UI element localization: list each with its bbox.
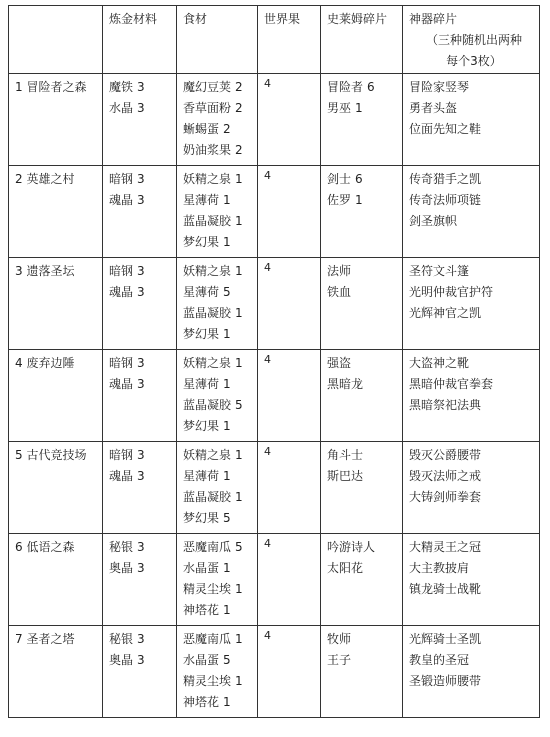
food-item-count: 2 [223, 122, 231, 136]
food-item [183, 169, 257, 190]
food-cell [177, 166, 258, 258]
header-world-fruit: 世界果 [258, 6, 321, 74]
alchemy-item [109, 353, 176, 374]
alchemy-item-count: 3 [137, 448, 145, 462]
world-fruit-cell: 4 [258, 626, 321, 718]
food-item-count: 1 [235, 632, 243, 646]
food-item-name: 精灵尘埃 [183, 582, 232, 596]
food-item-name: 精灵尘埃 [183, 674, 232, 688]
alchemy-item [109, 98, 176, 119]
region-cell: 1 冒险者之森 [9, 74, 103, 166]
header-slime: 史莱姆碎片 [321, 6, 403, 74]
alchemy-item-name: 暗钢 [109, 356, 134, 370]
food-item-name: 星薄荷 [183, 469, 220, 483]
artifact-item: 勇者头盔 [409, 101, 458, 115]
food-item-name: 蓝晶凝胶 [183, 398, 232, 412]
artifact-cell [403, 74, 540, 166]
artifact-item: 圣符文斗篷 [409, 264, 470, 278]
food-item [183, 353, 257, 374]
table-row [9, 350, 540, 442]
food-item [183, 466, 257, 487]
world-fruit-cell: 4 [258, 350, 321, 442]
material-table-body [9, 6, 540, 718]
food-item-count: 1 [235, 264, 243, 278]
slime-item-name: 强盗 [327, 356, 352, 370]
food-item-count: 1 [223, 561, 231, 575]
food-item [183, 445, 257, 466]
food-item-count: 1 [235, 306, 243, 320]
alchemy-item-name: 魂晶 [109, 377, 134, 391]
alchemy-item [109, 537, 176, 558]
food-cell [177, 442, 258, 534]
alchemy-cell [103, 74, 177, 166]
alchemy-cell [103, 442, 177, 534]
alchemy-item-count: 3 [137, 80, 145, 94]
food-item-count: 5 [235, 398, 243, 412]
food-item-name: 水晶蛋 [183, 653, 220, 667]
food-item-count: 1 [235, 214, 243, 228]
alchemy-item-name: 暗钢 [109, 448, 134, 462]
artifact-item: 光辉神官之凯 [409, 306, 482, 320]
alchemy-item-name: 水晶 [109, 101, 134, 115]
artifact-cell [403, 258, 540, 350]
food-item-name: 妖精之泉 [183, 356, 232, 370]
food-item-count: 1 [223, 193, 231, 207]
food-item [183, 98, 257, 119]
slime-item-name: 铁血 [327, 285, 352, 299]
artifact-item: 大盗神之靴 [409, 356, 470, 370]
alchemy-item-count: 3 [137, 653, 145, 667]
alchemy-item-name: 暗钢 [109, 264, 134, 278]
food-item-count: 1 [223, 235, 231, 249]
food-item-name: 梦幻果 [183, 235, 220, 249]
alchemy-cell [103, 534, 177, 626]
artifact-item: 大精灵王之冠 [409, 540, 482, 554]
food-item-name: 神塔花 [183, 695, 220, 709]
world-fruit-cell: 4 [258, 442, 321, 534]
food-item-count: 1 [223, 327, 231, 341]
artifact-item: 大铸剑师拳套 [409, 490, 482, 504]
alchemy-item-count: 3 [137, 469, 145, 483]
food-item-name: 妖精之泉 [183, 264, 232, 278]
food-item-count: 5 [223, 511, 231, 525]
alchemy-item [109, 466, 176, 487]
slime-item [327, 558, 402, 579]
slime-item-count: 6 [355, 172, 363, 186]
food-item-name: 星薄荷 [183, 193, 220, 207]
food-cell [177, 626, 258, 718]
artifact-cell [403, 350, 540, 442]
slime-cell [321, 350, 403, 442]
region-cell: 4 废弃边陲 [9, 350, 103, 442]
food-cell [177, 74, 258, 166]
slime-item-name: 太阳花 [327, 561, 364, 575]
header-row [9, 6, 540, 74]
alchemy-item-count: 3 [137, 377, 145, 391]
slime-item-name: 男巫 [327, 101, 352, 115]
alchemy-item-count: 3 [137, 264, 145, 278]
food-item [183, 261, 257, 282]
slime-cell [321, 74, 403, 166]
slime-item [327, 353, 402, 374]
region-cell: 6 低语之森 [9, 534, 103, 626]
alchemy-item-name: 奥晶 [109, 561, 134, 575]
artifact-item: 黑暗仲裁官拳套 [409, 377, 494, 391]
world-fruit-cell: 4 [258, 74, 321, 166]
artifact-item: 圣锻造师腰带 [409, 674, 482, 688]
food-item-name: 蓝晶凝胶 [183, 306, 232, 320]
material-table [8, 5, 540, 718]
food-item [183, 374, 257, 395]
alchemy-item-count: 3 [137, 561, 145, 575]
alchemy-item [109, 445, 176, 466]
slime-item [327, 190, 402, 211]
artifact-item: 光辉骑士圣凯 [409, 632, 482, 646]
artifact-item: 毁灭法师之戒 [409, 469, 482, 483]
slime-item-count: 1 [355, 193, 363, 207]
slime-cell [321, 442, 403, 534]
alchemy-item-count: 3 [137, 172, 145, 186]
slime-item-name: 冒险者 [327, 80, 364, 94]
slime-item [327, 650, 402, 671]
alchemy-item [109, 650, 176, 671]
alchemy-item-count: 3 [137, 101, 145, 115]
food-item-count: 1 [223, 419, 231, 433]
slime-item-name: 吟游诗人 [327, 540, 376, 554]
slime-item [327, 374, 402, 395]
alchemy-item-count: 3 [137, 193, 145, 207]
food-item [183, 282, 257, 303]
artifact-cell [403, 534, 540, 626]
food-cell [177, 350, 258, 442]
alchemy-item-count: 3 [137, 356, 145, 370]
header-food: 食材 [177, 6, 258, 74]
alchemy-item-name: 秘银 [109, 540, 134, 554]
alchemy-item-name: 魔铁 [109, 80, 134, 94]
alchemy-item-name: 奥晶 [109, 653, 134, 667]
food-item-count: 2 [235, 80, 243, 94]
food-item-name: 蓝晶凝胶 [183, 214, 232, 228]
artifact-item: 教皇的圣冠 [409, 653, 470, 667]
food-item [183, 416, 257, 437]
alchemy-item-name: 魂晶 [109, 193, 134, 207]
food-item-name: 星薄荷 [183, 285, 220, 299]
food-item-count: 1 [235, 172, 243, 186]
table-row [9, 534, 540, 626]
food-item-count: 1 [223, 377, 231, 391]
alchemy-cell [103, 258, 177, 350]
alchemy-cell [103, 166, 177, 258]
slime-item-name: 角斗士 [327, 448, 364, 462]
slime-item-name: 佐罗 [327, 193, 352, 207]
alchemy-item [109, 261, 176, 282]
food-item-count: 1 [235, 356, 243, 370]
artifact-item: 毁灭公爵腰带 [409, 448, 482, 462]
food-item-count: 1 [235, 674, 243, 688]
artifact-item: 冒险家竖琴 [409, 80, 470, 94]
slime-item [327, 466, 402, 487]
food-item [183, 395, 257, 416]
artifact-cell [403, 166, 540, 258]
slime-item-count: 1 [355, 101, 363, 115]
food-item-count: 1 [223, 603, 231, 617]
alchemy-item-name: 暗钢 [109, 172, 134, 186]
alchemy-item-count: 3 [137, 540, 145, 554]
artifact-item: 镇龙骑士战靴 [409, 582, 482, 596]
table-row [9, 74, 540, 166]
slime-item [327, 261, 402, 282]
food-item [183, 579, 257, 600]
artifact-item: 位面先知之鞋 [409, 122, 482, 136]
slime-cell [321, 258, 403, 350]
table-row [9, 442, 540, 534]
artifact-item: 传奇猎手之凯 [409, 172, 482, 186]
artifact-item: 传奇法师项链 [409, 193, 482, 207]
alchemy-item-count: 3 [137, 285, 145, 299]
alchemy-item-count: 3 [137, 632, 145, 646]
alchemy-item [109, 374, 176, 395]
food-item [183, 211, 257, 232]
food-item [183, 190, 257, 211]
food-item-count: 5 [223, 653, 231, 667]
table-row [9, 626, 540, 718]
header-artifact-title: 神器碎片 [409, 12, 458, 26]
alchemy-item-name: 魂晶 [109, 469, 134, 483]
slime-item [327, 537, 402, 558]
food-item-name: 梦幻果 [183, 327, 220, 341]
food-item [183, 508, 257, 529]
food-item-count: 2 [235, 143, 243, 157]
food-item-name: 梦幻果 [183, 511, 220, 525]
food-item-name: 神塔花 [183, 603, 220, 617]
slime-item-name: 剑士 [327, 172, 352, 186]
region-cell: 7 圣者之塔 [9, 626, 103, 718]
table-row [9, 166, 540, 258]
alchemy-item [109, 558, 176, 579]
food-item [183, 671, 257, 692]
food-item [183, 119, 257, 140]
region-cell: 2 英雄之村 [9, 166, 103, 258]
alchemy-cell [103, 626, 177, 718]
food-item [183, 537, 257, 558]
artifact-item: 光明仲裁官护符 [409, 285, 494, 299]
slime-item-name: 王子 [327, 653, 352, 667]
header-alchemy: 炼金材料 [103, 6, 177, 74]
world-fruit-cell: 4 [258, 534, 321, 626]
alchemy-cell [103, 350, 177, 442]
food-item [183, 77, 257, 98]
alchemy-item-name: 魂晶 [109, 285, 134, 299]
slime-item [327, 629, 402, 650]
header-artifact-note-2: 每个3枚） [446, 54, 502, 68]
slime-item [327, 98, 402, 119]
header-artifact-note-1: （三种随机出两种 [425, 33, 522, 47]
artifact-item: 剑圣旗帜 [409, 214, 458, 228]
alchemy-item-name: 秘银 [109, 632, 134, 646]
food-item [183, 140, 257, 161]
slime-item-count: 6 [367, 80, 375, 94]
food-item-name: 魔幻豆荚 [183, 80, 232, 94]
slime-item [327, 77, 402, 98]
food-cell [177, 534, 258, 626]
food-item-count: 1 [235, 448, 243, 462]
slime-item [327, 445, 402, 466]
food-item-count: 5 [223, 285, 231, 299]
slime-item-name: 法师 [327, 264, 352, 278]
world-fruit-cell: 4 [258, 258, 321, 350]
food-item-count: 1 [223, 469, 231, 483]
food-item [183, 487, 257, 508]
slime-item-name: 牧师 [327, 632, 352, 646]
artifact-item: 大主教披肩 [409, 561, 470, 575]
food-item-name: 蓝晶凝胶 [183, 490, 232, 504]
food-item-count: 1 [235, 490, 243, 504]
food-item-name: 水晶蛋 [183, 561, 220, 575]
slime-item [327, 282, 402, 303]
slime-item [327, 169, 402, 190]
slime-cell [321, 534, 403, 626]
food-item-count: 5 [235, 540, 243, 554]
alchemy-item [109, 169, 176, 190]
food-item-name: 恶魔南瓜 [183, 632, 232, 646]
food-item-count: 2 [235, 101, 243, 115]
food-item-name: 蜥蜴蛋 [183, 122, 220, 136]
slime-item-name: 斯巴达 [327, 469, 364, 483]
world-fruit-cell: 4 [258, 166, 321, 258]
food-item-name: 奶油浆果 [183, 143, 232, 157]
food-item [183, 650, 257, 671]
food-item [183, 324, 257, 345]
food-item [183, 600, 257, 621]
artifact-cell [403, 626, 540, 718]
food-item-name: 恶魔南瓜 [183, 540, 232, 554]
food-item-count: 1 [235, 582, 243, 596]
food-item [183, 303, 257, 324]
food-item-name: 梦幻果 [183, 419, 220, 433]
food-cell [177, 258, 258, 350]
slime-item-name: 黑暗龙 [327, 377, 364, 391]
food-item [183, 629, 257, 650]
header-region [9, 6, 103, 74]
header-artifact [403, 6, 540, 74]
food-item-name: 香草面粉 [183, 101, 232, 115]
food-item-name: 妖精之泉 [183, 172, 232, 186]
region-cell: 5 古代竞技场 [9, 442, 103, 534]
table-row [9, 258, 540, 350]
artifact-item: 黑暗祭祀法典 [409, 398, 482, 412]
slime-cell [321, 166, 403, 258]
region-cell: 3 遗落圣坛 [9, 258, 103, 350]
food-item [183, 558, 257, 579]
food-item [183, 232, 257, 253]
food-item-name: 星薄荷 [183, 377, 220, 391]
alchemy-item [109, 77, 176, 98]
alchemy-item [109, 282, 176, 303]
slime-cell [321, 626, 403, 718]
food-item-name: 妖精之泉 [183, 448, 232, 462]
food-item-count: 1 [223, 695, 231, 709]
alchemy-item [109, 190, 176, 211]
artifact-cell [403, 442, 540, 534]
alchemy-item [109, 629, 176, 650]
food-item [183, 692, 257, 713]
material-table-wrapper [8, 5, 540, 718]
